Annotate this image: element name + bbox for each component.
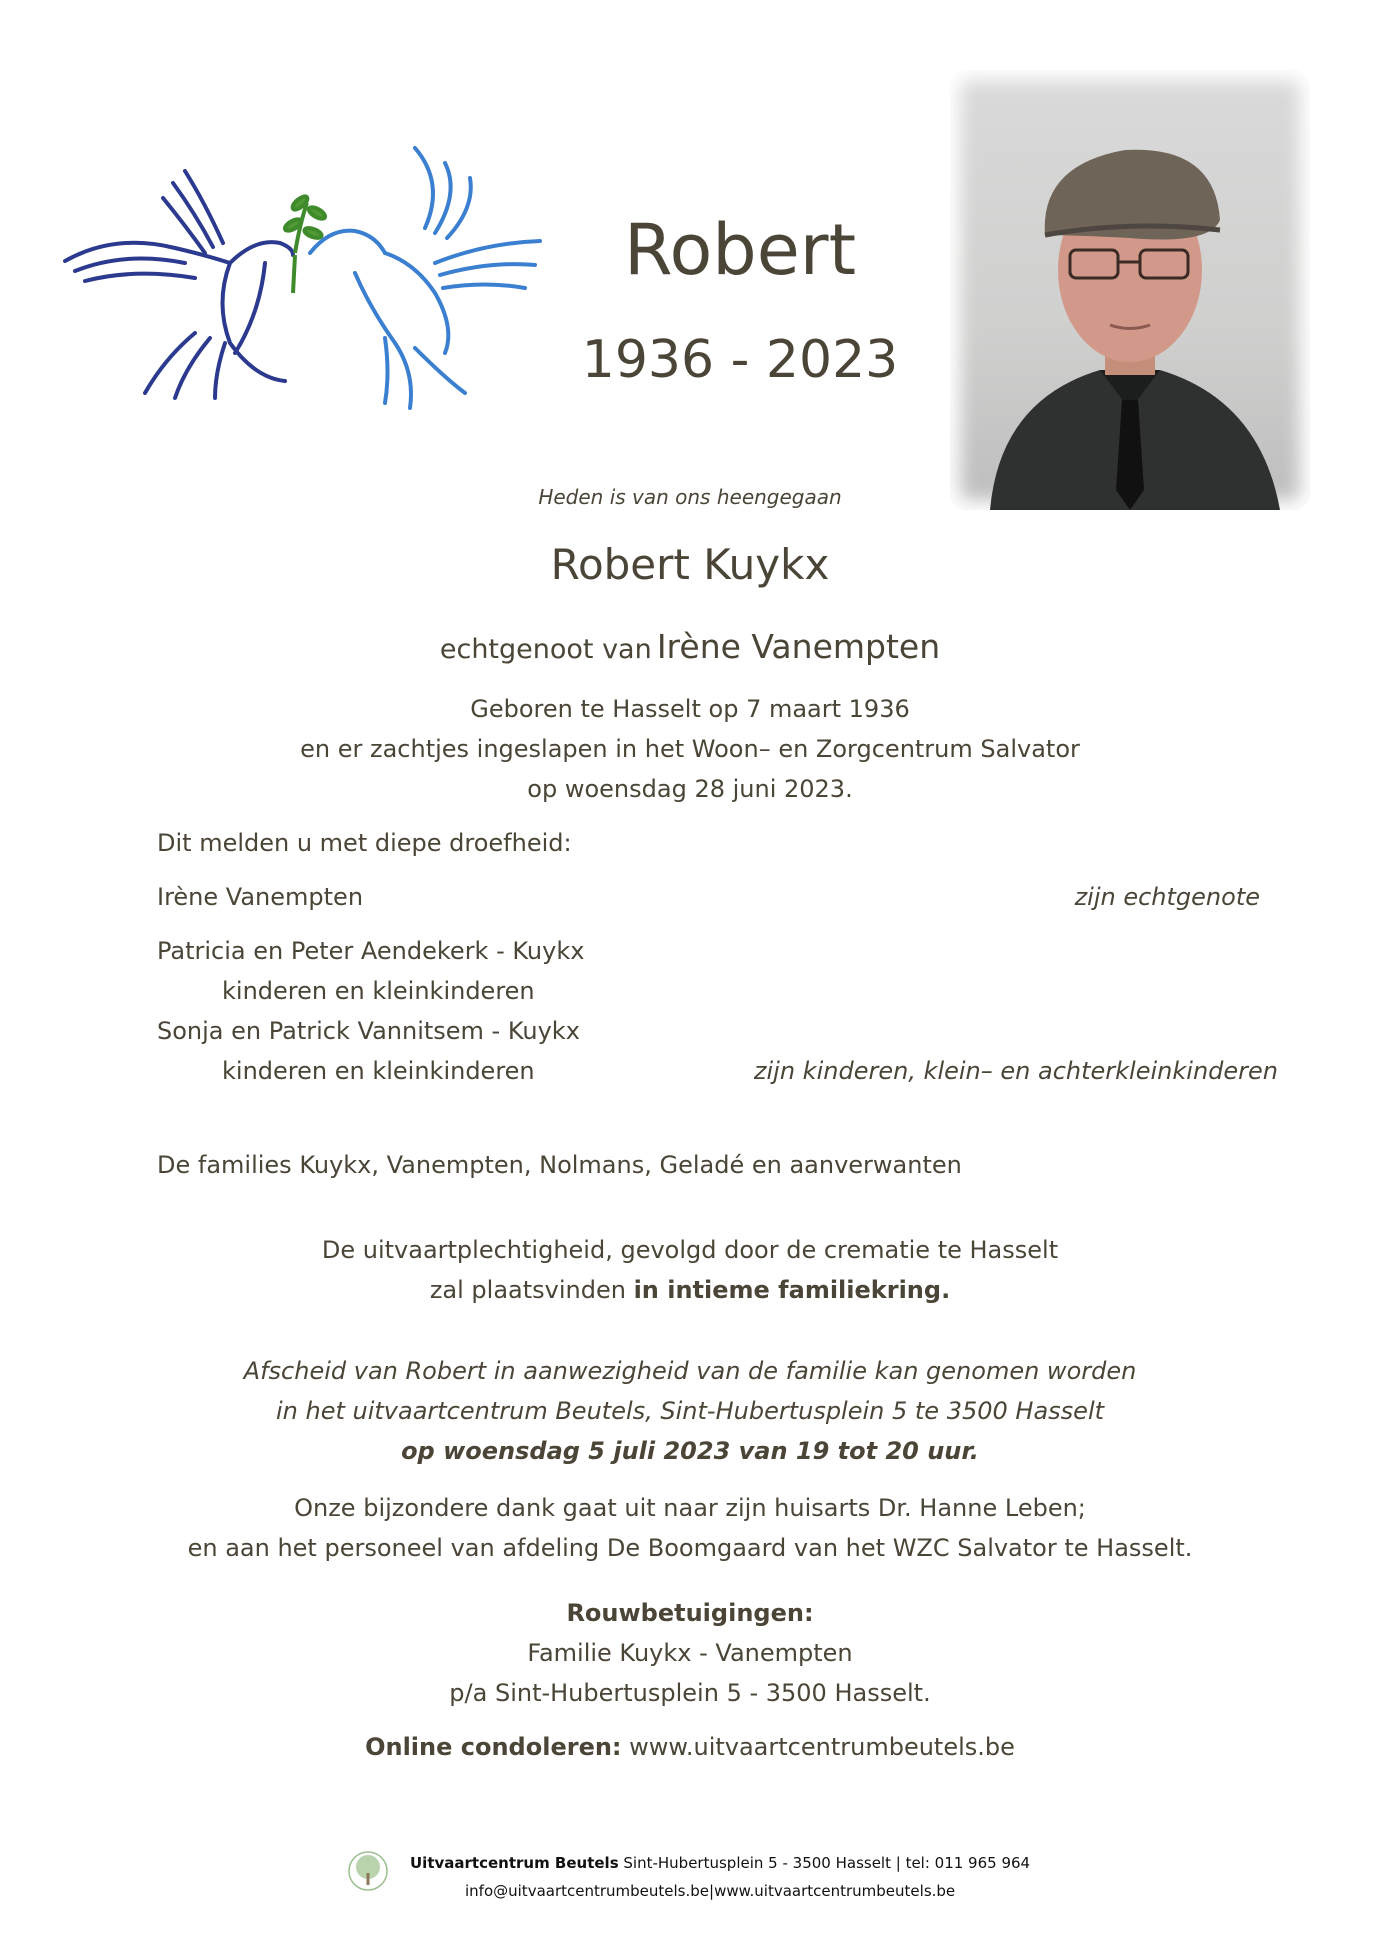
farewell-line-1: Afscheid van Robert in aanwezigheid van de familie kan genomen worden: [243, 1357, 1137, 1385]
mourner-spouse: Irène Vanempten: [157, 883, 364, 911]
deceased-full-name: Robert Kuykx: [550, 540, 830, 589]
online-condolences-link[interactable]: www.uitvaartcentrumbeutels.be: [629, 1733, 1015, 1761]
mourner-spouse-role: zijn echtgenote: [1074, 883, 1260, 911]
condolences-name: Familie Kuykx - Vanempten: [527, 1639, 853, 1667]
online-condolences: [200, 1727, 1180, 1767]
farewell-line-3: op woensdag 5 juli 2023 van 19 tot 20 uur.: [401, 1437, 979, 1465]
mourner-family-2-sub: kinderen en kleinkinderen: [222, 1057, 535, 1085]
footer-address: Sint-Hubertusplein 5 - 3500 Hasselt | tel: 011 965 964: [623, 1854, 1031, 1872]
online-condolences-label: Online condoleren:: [365, 1733, 622, 1761]
footer-logo: [345, 1845, 391, 1901]
notice-intro: Heden is van ons heengegaan: [538, 485, 842, 509]
doves-illustration: [55, 143, 545, 413]
spouse-line: [200, 622, 1180, 678]
footer-line-2: [465, 1880, 1165, 1902]
portrait-photo: [950, 70, 1310, 510]
header-years: 1936 - 2023: [581, 330, 899, 390]
tree-logo-icon: [345, 1845, 391, 1901]
footer-company: Uitvaartcentrum Beutels: [410, 1854, 619, 1872]
death-line-1: en er zachtjes ingeslapen in het Woon– en Zorgcentrum Salvator: [300, 735, 1080, 763]
portrait-icon: [950, 70, 1310, 510]
mourner-family-1: Patricia en Peter Aendekerk - Kuykx: [157, 937, 585, 965]
spouse-name: Irène Vanempten: [656, 627, 941, 666]
ceremony-line-2-prefix: zal plaatsvinden: [429, 1276, 626, 1304]
mourners-intro: Dit melden u met diepe droefheid:: [157, 829, 572, 857]
footer-website[interactable]: www.uitvaartcentrumbeutels.be: [714, 1882, 956, 1900]
footer-email[interactable]: info@uitvaartcentrumbeutels.be: [465, 1882, 710, 1900]
death-line-2: op woensdag 28 juni 2023.: [527, 775, 853, 803]
mourner-children-role: zijn kinderen, klein– en achterkleinkinderen: [753, 1057, 1278, 1085]
farewell-line-2: in het uitvaartcentrum Beutels, Sint-Hubertusplein 5 te 3500 Hasselt: [275, 1397, 1105, 1425]
mourner-families: De families Kuykx, Vanempten, Nolmans, Geladé en aanverwanten: [157, 1151, 962, 1179]
ceremony-line-2: [150, 1270, 1230, 1310]
condolences-heading: Rouwbetuigingen:: [566, 1599, 814, 1627]
ceremony-line-2-bold: in intieme familiekring.: [633, 1276, 951, 1304]
thanks-line-2: en aan het personeel van afdeling De Boomgaard van het WZC Salvator te Hasselt.: [187, 1534, 1193, 1562]
condolences-address: p/a Sint-Hubertusplein 5 - 3500 Hasselt.: [449, 1679, 931, 1707]
birth-line: Geboren te Hasselt op 7 maart 1936: [470, 695, 910, 723]
spouse-prefix: echtgenoot van: [439, 634, 652, 665]
footer-separator: |: [709, 1882, 715, 1900]
header-first-name: Robert: [623, 209, 857, 291]
ceremony-line-1: De uitvaartplechtigheid, gevolgd door de crematie te Hasselt: [321, 1236, 1059, 1264]
thanks-line-1: Onze bijzondere dank gaat uit naar zijn huisarts Dr. Hanne Leben;: [294, 1494, 1086, 1522]
footer-line-1: [410, 1852, 1110, 1874]
mourner-family-2: Sonja en Patrick Vannitsem - Kuykx: [157, 1017, 580, 1045]
doves-icon: [55, 143, 545, 413]
mourner-family-1-sub: kinderen en kleinkinderen: [222, 977, 535, 1005]
